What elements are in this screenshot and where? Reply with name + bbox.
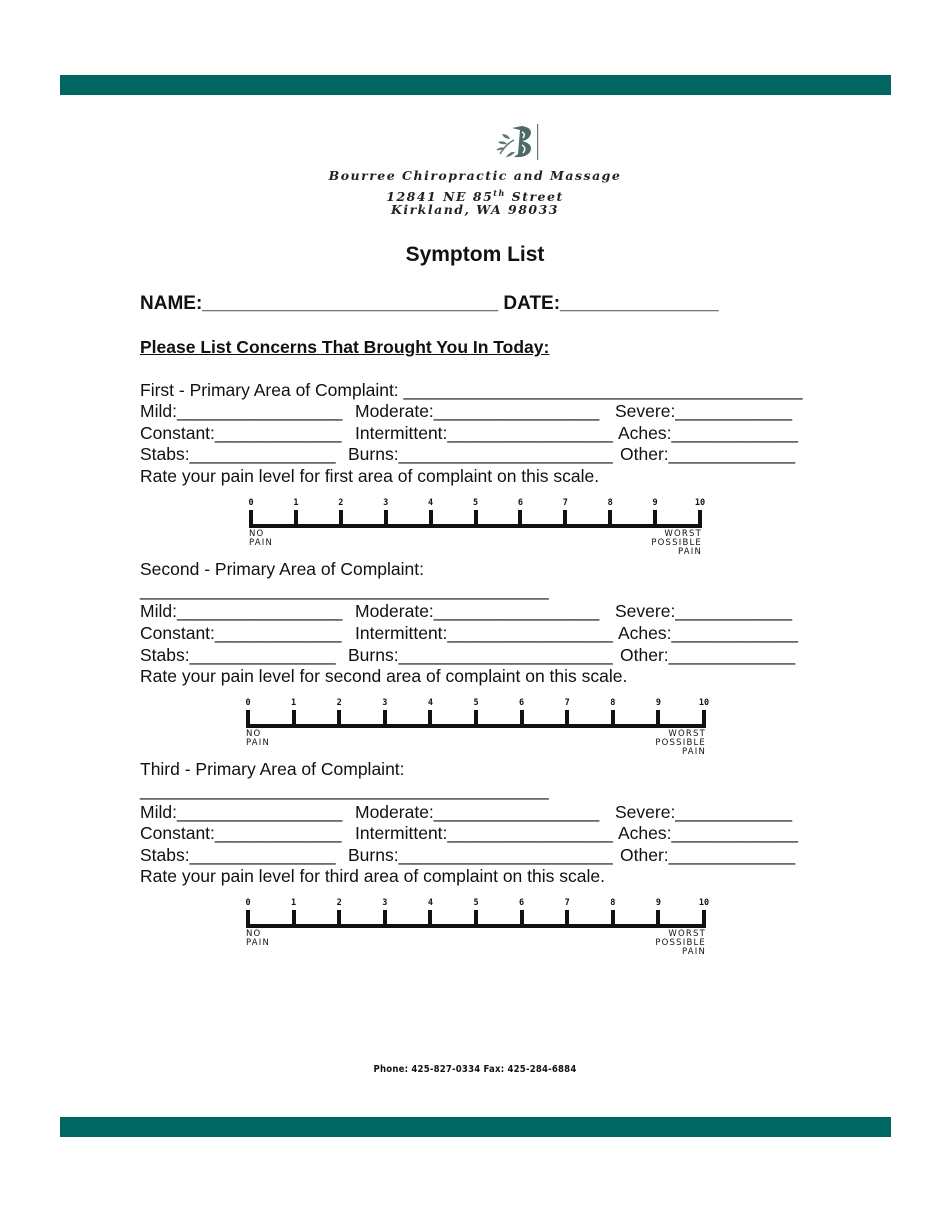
scale-label-word: PAIN: [249, 538, 274, 548]
scale-worst-pain-label: [655, 730, 706, 757]
aches-2-field[interactable]: Aches:_____________: [618, 623, 799, 643]
scale-tick-10[interactable]: [702, 910, 706, 928]
scale-tick-2[interactable]: [337, 910, 341, 928]
stabs-3-field[interactable]: Stabs:_______________: [140, 845, 336, 865]
scale-label-word: NO: [246, 729, 262, 739]
complaint-2-field[interactable]: __________________________________________: [140, 580, 549, 600]
constant-3-field[interactable]: Constant:_____________: [140, 823, 342, 843]
clinic-name: Bourree Chiropractic and Massage: [328, 168, 622, 183]
severe-2-field[interactable]: Severe:____________: [615, 601, 793, 621]
scale-number-7: 7: [564, 898, 570, 908]
scale-number-9: 9: [655, 698, 661, 708]
scale-number-4: 4: [427, 698, 433, 708]
scale-tick-4[interactable]: [429, 510, 433, 528]
scale-label-word: POSSIBLE: [655, 938, 706, 948]
scale-label-word: PAIN: [677, 547, 702, 557]
scale-tick-8[interactable]: [611, 910, 615, 928]
scale-number-9: 9: [655, 898, 661, 908]
scale-number-3: 3: [383, 498, 389, 508]
intermittent-3-field[interactable]: Intermittent:_________________: [355, 823, 613, 843]
top-band: [60, 75, 891, 95]
scale-number-2: 2: [336, 698, 342, 708]
scale-tick-1[interactable]: [292, 710, 296, 728]
other-2-field[interactable]: Other:_____________: [620, 645, 796, 665]
intermittent-1-field[interactable]: Intermittent:_________________: [355, 423, 613, 443]
scale-tick-5[interactable]: [474, 710, 478, 728]
scale-label-word: PAIN: [246, 738, 271, 748]
scale-number-0: 0: [248, 498, 254, 508]
scale-worst-pain-label: [655, 930, 706, 957]
burns-2-field[interactable]: Burns:______________________: [348, 645, 613, 665]
scale-tick-7[interactable]: [563, 510, 567, 528]
scale-tick-10[interactable]: [702, 710, 706, 728]
scale-label-word: NO: [246, 929, 262, 939]
scale-number-10: 10: [698, 698, 710, 708]
scale-number-6: 6: [517, 498, 523, 508]
scale-worst-pain-label: [651, 530, 702, 557]
scale-label-word: NO: [249, 529, 265, 539]
pain-scale-2[interactable]: [242, 698, 712, 758]
moderate-3-field[interactable]: Moderate:_________________: [355, 802, 600, 822]
scale-number-2: 2: [336, 898, 342, 908]
scale-number-3: 3: [382, 698, 388, 708]
scale-tick-3[interactable]: [383, 910, 387, 928]
scale-number-2: 2: [338, 498, 344, 508]
scale-tick-4[interactable]: [428, 910, 432, 928]
scale-number-6: 6: [519, 898, 525, 908]
mild-2-field[interactable]: Mild:_________________: [140, 601, 343, 621]
scale-number-7: 7: [562, 498, 568, 508]
scale-tick-7[interactable]: [565, 710, 569, 728]
scale-label-word: WORST: [668, 929, 706, 939]
scale-tick-0[interactable]: [246, 710, 250, 728]
stabs-2-field[interactable]: Stabs:_______________: [140, 645, 336, 665]
mild-1-field[interactable]: Mild:_________________: [140, 401, 343, 421]
scale-number-0: 0: [245, 698, 251, 708]
scale-label-word: PAIN: [681, 947, 706, 957]
scale-no-pain-label: [246, 730, 270, 748]
scale-tick-2[interactable]: [337, 710, 341, 728]
complaint-3-field[interactable]: __________________________________________: [140, 780, 549, 800]
scale-tick-0[interactable]: [246, 910, 250, 928]
rate-instruction-2: Rate your pain level for second area of complaint on this scale.: [140, 666, 628, 686]
street-number: 12841 NE 85: [386, 189, 494, 205]
severe-3-field[interactable]: Severe:____________: [615, 802, 793, 822]
street-suffix: th: [493, 188, 506, 198]
scale-number-7: 7: [564, 698, 570, 708]
scale-tick-2[interactable]: [339, 510, 343, 528]
scale-tick-6[interactable]: [520, 710, 524, 728]
scale-label-word: POSSIBLE: [655, 738, 706, 748]
scale-label-word: PAIN: [681, 747, 706, 757]
scale-tick-9[interactable]: [653, 510, 657, 528]
other-3-field[interactable]: Other:_____________: [620, 845, 796, 865]
stabs-1-field[interactable]: Stabs:_______________: [140, 444, 336, 464]
scale-tick-3[interactable]: [383, 710, 387, 728]
moderate-1-field[interactable]: Moderate:_________________: [355, 401, 600, 421]
scale-no-pain-label: [246, 930, 270, 948]
scale-number-4: 4: [428, 498, 434, 508]
scale-tick-9[interactable]: [656, 910, 660, 928]
scale-number-10: 10: [694, 498, 706, 508]
contact-footer: Phone: 425-827-0334 Fax: 425-284-6884: [373, 1064, 577, 1075]
page-title: Symptom List: [405, 243, 545, 266]
scale-number-5: 5: [473, 698, 479, 708]
scale-tick-3[interactable]: [384, 510, 388, 528]
leaf-logo-icon: [492, 120, 542, 162]
scale-tick-1[interactable]: [294, 510, 298, 528]
aches-1-field[interactable]: Aches:_____________: [618, 423, 799, 443]
burns-3-field[interactable]: Burns:______________________: [348, 845, 613, 865]
mild-3-field[interactable]: Mild:_________________: [140, 802, 343, 822]
scale-number-4: 4: [427, 898, 433, 908]
scale-number-8: 8: [610, 898, 616, 908]
pain-scale-3[interactable]: [242, 898, 712, 958]
clinic-city: Kirkland, WA 98033: [390, 202, 559, 217]
burns-1-field[interactable]: Burns:______________________: [348, 444, 613, 464]
scale-number-1: 1: [293, 498, 299, 508]
rate-instruction-3: Rate your pain level for third area of complaint on this scale.: [140, 866, 605, 886]
scale-tick-0[interactable]: [249, 510, 253, 528]
complaint-2-label: Second - Primary Area of Complaint:: [140, 559, 425, 579]
scale-tick-4[interactable]: [428, 710, 432, 728]
intermittent-2-field[interactable]: Intermittent:_________________: [355, 623, 613, 643]
scale-label-word: WORST: [664, 529, 702, 539]
severe-1-field[interactable]: Severe:____________: [615, 401, 793, 421]
name-date-line[interactable]: NAME:____________________________ DATE:_______________: [140, 293, 719, 314]
aches-3-field[interactable]: Aches:_____________: [618, 823, 799, 843]
scale-tick-5[interactable]: [474, 510, 478, 528]
scale-number-3: 3: [382, 898, 388, 908]
scale-tick-1[interactable]: [292, 910, 296, 928]
scale-number-1: 1: [291, 898, 297, 908]
pain-scale-1[interactable]: [245, 498, 715, 558]
scale-number-10: 10: [698, 898, 710, 908]
street-name: Street: [505, 189, 564, 205]
scale-no-pain-label: [249, 530, 273, 548]
scale-number-0: 0: [245, 898, 251, 908]
scale-number-1: 1: [291, 698, 297, 708]
scale-number-8: 8: [607, 498, 613, 508]
scale-number-5: 5: [472, 498, 479, 508]
scale-tick-8[interactable]: [608, 510, 612, 528]
scale-number-6: 6: [519, 698, 525, 708]
scale-tick-8[interactable]: [611, 710, 615, 728]
scale-number-8: 8: [610, 698, 616, 708]
scale-label-word: WORST: [668, 729, 706, 739]
scale-tick-6[interactable]: [518, 510, 522, 528]
other-1-field[interactable]: Other:_____________: [620, 444, 796, 464]
complaint-3-label: Third - Primary Area of Complaint:: [140, 759, 405, 779]
scale-tick-5[interactable]: [474, 910, 478, 928]
scale-tick-7[interactable]: [565, 910, 569, 928]
scale-label-word: POSSIBLE: [651, 538, 702, 548]
complaint-1-field[interactable]: First - Primary Area of Complaint: _________________________________________: [140, 380, 803, 400]
scale-number-5: 5: [473, 898, 479, 908]
scale-tick-10[interactable]: [698, 510, 702, 528]
scale-number-9: 9: [652, 498, 658, 508]
scale-label-word: PAIN: [246, 938, 271, 948]
moderate-2-field[interactable]: Moderate:_________________: [355, 601, 600, 621]
bottom-band: [60, 1117, 891, 1137]
constant-1-field[interactable]: Constant:_____________: [140, 423, 342, 443]
concerns-heading: Please List Concerns That Brought You In Today:: [140, 337, 550, 357]
scale-tick-6[interactable]: [520, 910, 524, 928]
constant-2-field[interactable]: Constant:_____________: [140, 623, 342, 643]
rate-instruction-1: Rate your pain level for first area of complaint on this scale.: [140, 466, 600, 486]
scale-tick-9[interactable]: [656, 710, 660, 728]
